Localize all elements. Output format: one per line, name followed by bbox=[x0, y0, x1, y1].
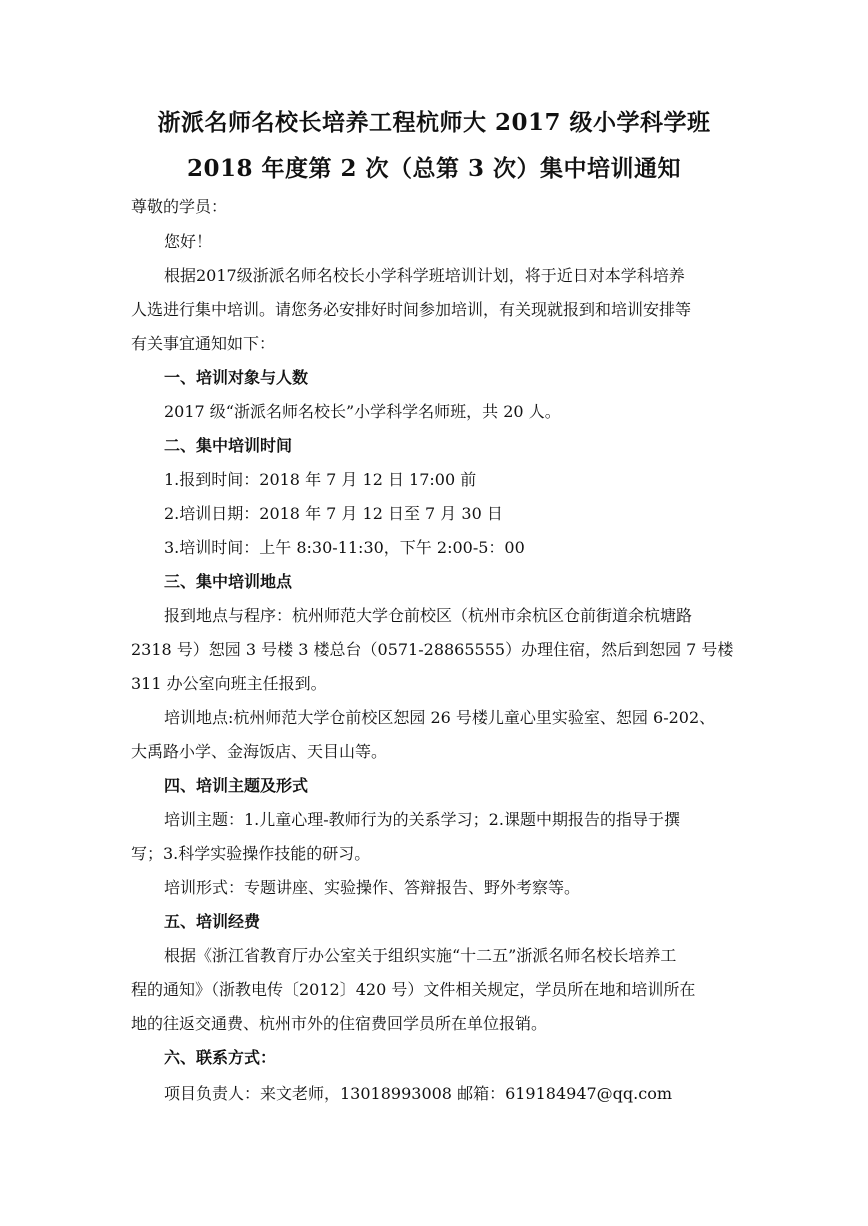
section-2-line-2: 2.培训日期：2018 年 7 月 12 日至 7 月 30 日 bbox=[164, 504, 503, 523]
section-4-para-1-line-1: 培训主题：1.儿童心理-教师行为的关系学习；2.课题中期报告的指导于撰 bbox=[164, 810, 680, 829]
section-3-para-2-line-2: 大禹路小学、金海饭店、天目山等。 bbox=[131, 742, 388, 761]
section-3-para-1-line-3: 311 办公室向班主任报到。 bbox=[131, 674, 327, 693]
section-5-heading: 五、培训经费 bbox=[164, 912, 261, 931]
section-5-line-1: 根据《浙江省教育厅办公室关于组织实施“十二五”浙派名师名校长培养工 bbox=[164, 946, 677, 965]
section-5-line-3: 地的往返交通费、杭州市外的住宿费回学员所在单位报销。 bbox=[131, 1014, 548, 1033]
section-6-heading: 六、联系方式： bbox=[164, 1048, 277, 1067]
intro-line-3: 有关事宜通知如下： bbox=[131, 334, 276, 353]
intro-line-1: 根据2017级浙派名师名校长小学科学班培训计划，将于近日对本学科培养 bbox=[164, 266, 685, 285]
section-1-heading: 一、培训对象与人数 bbox=[164, 368, 309, 387]
section-4-heading: 四、培训主题及形式 bbox=[164, 776, 309, 795]
section-2-line-3: 3.培训时间：上午 8:30-11:30，下午 2:00-5：00 bbox=[164, 538, 525, 557]
section-3-para-1-line-2: 2318 号）恕园 3 号楼 3 楼总台（0571-28865555）办理住宿，然后到恕园 7 号楼 bbox=[131, 640, 734, 659]
section-1-line-1: 2017 级“浙派名师名校长”小学科学名师班，共 20 人。 bbox=[164, 402, 561, 421]
section-4-para-1-line-2: 写；3.科学实验操作技能的研习。 bbox=[131, 844, 371, 863]
section-3-para-2-line-1: 培训地点:杭州师范大学仓前校区恕园 26 号楼儿童心里实验室、恕园 6-202、 bbox=[164, 708, 716, 727]
section-4-para-2-line-1: 培训形式：专题讲座、实验操作、答辩报告、野外考察等。 bbox=[164, 878, 581, 897]
document-title-line-2: 2018 年度第 2 次（总第 3 次）集中培训通知 bbox=[186, 155, 682, 182]
intro-line-2: 人选进行集中培训。请您务必安排好时间参加培训，有关现就报到和培训安排等 bbox=[131, 300, 692, 319]
contact-line: 项目负责人：来文老师，13018993008 邮箱：619184947@qq.com bbox=[164, 1084, 673, 1103]
salutation: 尊敬的学员： bbox=[131, 197, 228, 216]
section-2-line-1: 1.报到时间：2018 年 7 月 12 日 17:00 前 bbox=[164, 470, 477, 489]
section-2-heading: 二、集中培训时间 bbox=[164, 436, 293, 455]
document-title-line-1: 浙派名师名校长培养工程杭师大 2017 级小学科学班 bbox=[157, 109, 711, 136]
section-3-para-1-line-1: 报到地点与程序：杭州师范大学仓前校区（杭州市余杭区仓前街道余杭塘路 bbox=[164, 606, 693, 625]
greeting: 您好！ bbox=[164, 232, 213, 251]
section-3-heading: 三、集中培训地点 bbox=[164, 572, 293, 591]
section-5-line-2: 程的通知》（浙教电传〔2012〕420 号）文件相关规定，学员所在地和培训所在 bbox=[131, 980, 696, 999]
